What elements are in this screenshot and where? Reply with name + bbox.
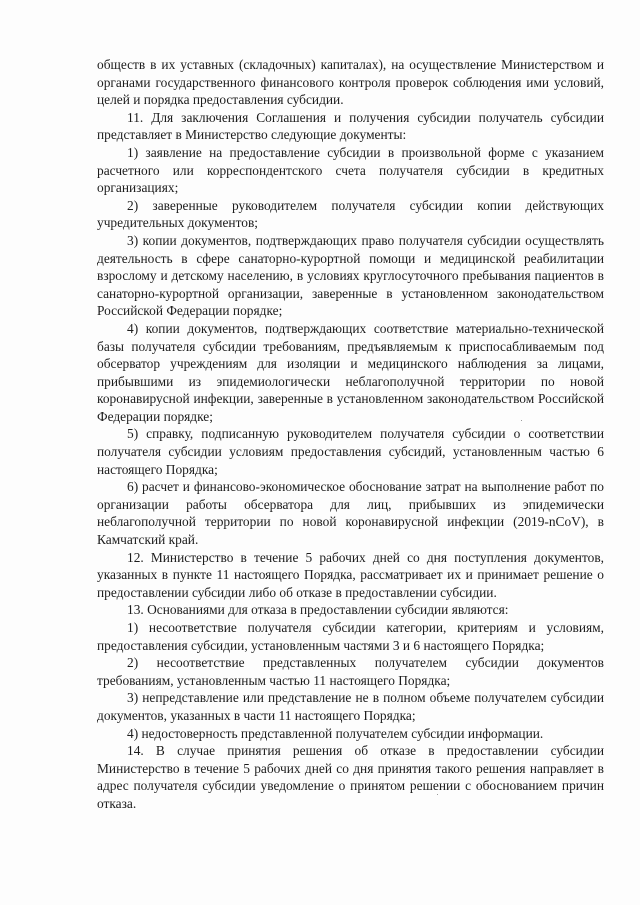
paragraph-11-item-5: 5) справку, подписанную руководителем получателя субсидии о соответствии получателя субсидии условиям предоставления субсидий, установленным частью 6 настоящего Порядка; — [97, 426, 604, 477]
document-body — [97, 56, 604, 813]
paragraph-11-item-3: 3) копии документов, подтверждающих право получателя субсидии осуществлять деятельность в сфере санаторно-курортной помощи и медицинской реабилитации взрослому и детскому населению, в условиях круглосуточного пребывания пациентов в санаторно-курортной организации, заверенные в установленном законодательством Российской Федерации порядке; — [97, 232, 604, 319]
paragraph-13-item-1: 1) несоответствие получателя субсидии категории, критериям и условиям, предоставления субсидии, установленным частями 3 и 6 настоящего Порядка; — [97, 620, 604, 653]
paragraph-13-item-3: 3) непредставление или представление не в полном объеме получателем субсидии документов, указанных в части 11 настоящего Порядка; — [97, 690, 604, 723]
paragraph-continuation: обществ в их уставных (складочных) капиталах), на осуществление Министерством и органами государственного финансового контроля проверок соблюдения ими условий, целей и порядка предоставления субсидии. — [97, 57, 604, 108]
paragraph-13: 13. Основаниями для отказа в предоставлении субсидии являются: — [127, 602, 509, 618]
paragraph-11-item-1: 1) заявление на предоставление субсидии в произвольной форме с указанием расчетного или корреспондентского счета получателя субсидии в кредитных организациях; — [97, 144, 604, 196]
paragraph-13-item-4: 4) недостоверность представленной получателем субсидии информации. — [127, 725, 544, 741]
paragraph-11-item-2: 2) заверенные руководителем получателя субсидии копии действующих учредительных документов; — [97, 197, 604, 231]
paragraph-11-item-6: 6) расчет и финансово-экономическое обоснование затрат на выполнение работ по организации работы обсерватора для лиц, прибывших из эпидемически неблагополучной территории по новой коронавирусной инфекции (2019-nCoV), в Камчатский край. — [97, 479, 604, 548]
paragraph-14: 14. В случае принятия решения об отказе в предоставлении субсидии Министерство в течение 5 рабочих дней со дня принятия такого решения направляет в адрес получателя субсидии уведомление о принятом решении с обоснованием причин отказа. — [97, 743, 604, 811]
paragraph-13-item-2: 2) несоответствие представленных получателем субсидии документов требованиям, установленным частью 11 настоящего Порядка; — [97, 655, 604, 688]
paragraph-11: 11. Для заключения Соглашения и получения субсидии получатель субсидии представляет в Министерство следующие документы: — [97, 109, 604, 143]
paragraph-12: 12. Министерство в течение 5 рабочих дней со дня поступления документов, указанных в пункте 11 настоящего Порядка, рассматривает их и принимает решение о предоставлении субсидии либо об отказе в предоставлении субсидии. — [97, 549, 604, 600]
scan-speck — [437, 794, 438, 795]
paragraph-11-item-4: 4) копии документов, подтверждающих соответствие материально-технической базы получателя субсидии требованиям, предъявляемым к приспосабливаемым под обсерватор учреждениям для изоляции и медицинского наблюдения за лицами, прибывшими из эпидемиологически неблагополучной территории по новой коронавирусной инфекции, заверенные в установленном законодательством Российской Федерации порядке; — [97, 320, 604, 424]
scan-speck — [521, 420, 522, 421]
